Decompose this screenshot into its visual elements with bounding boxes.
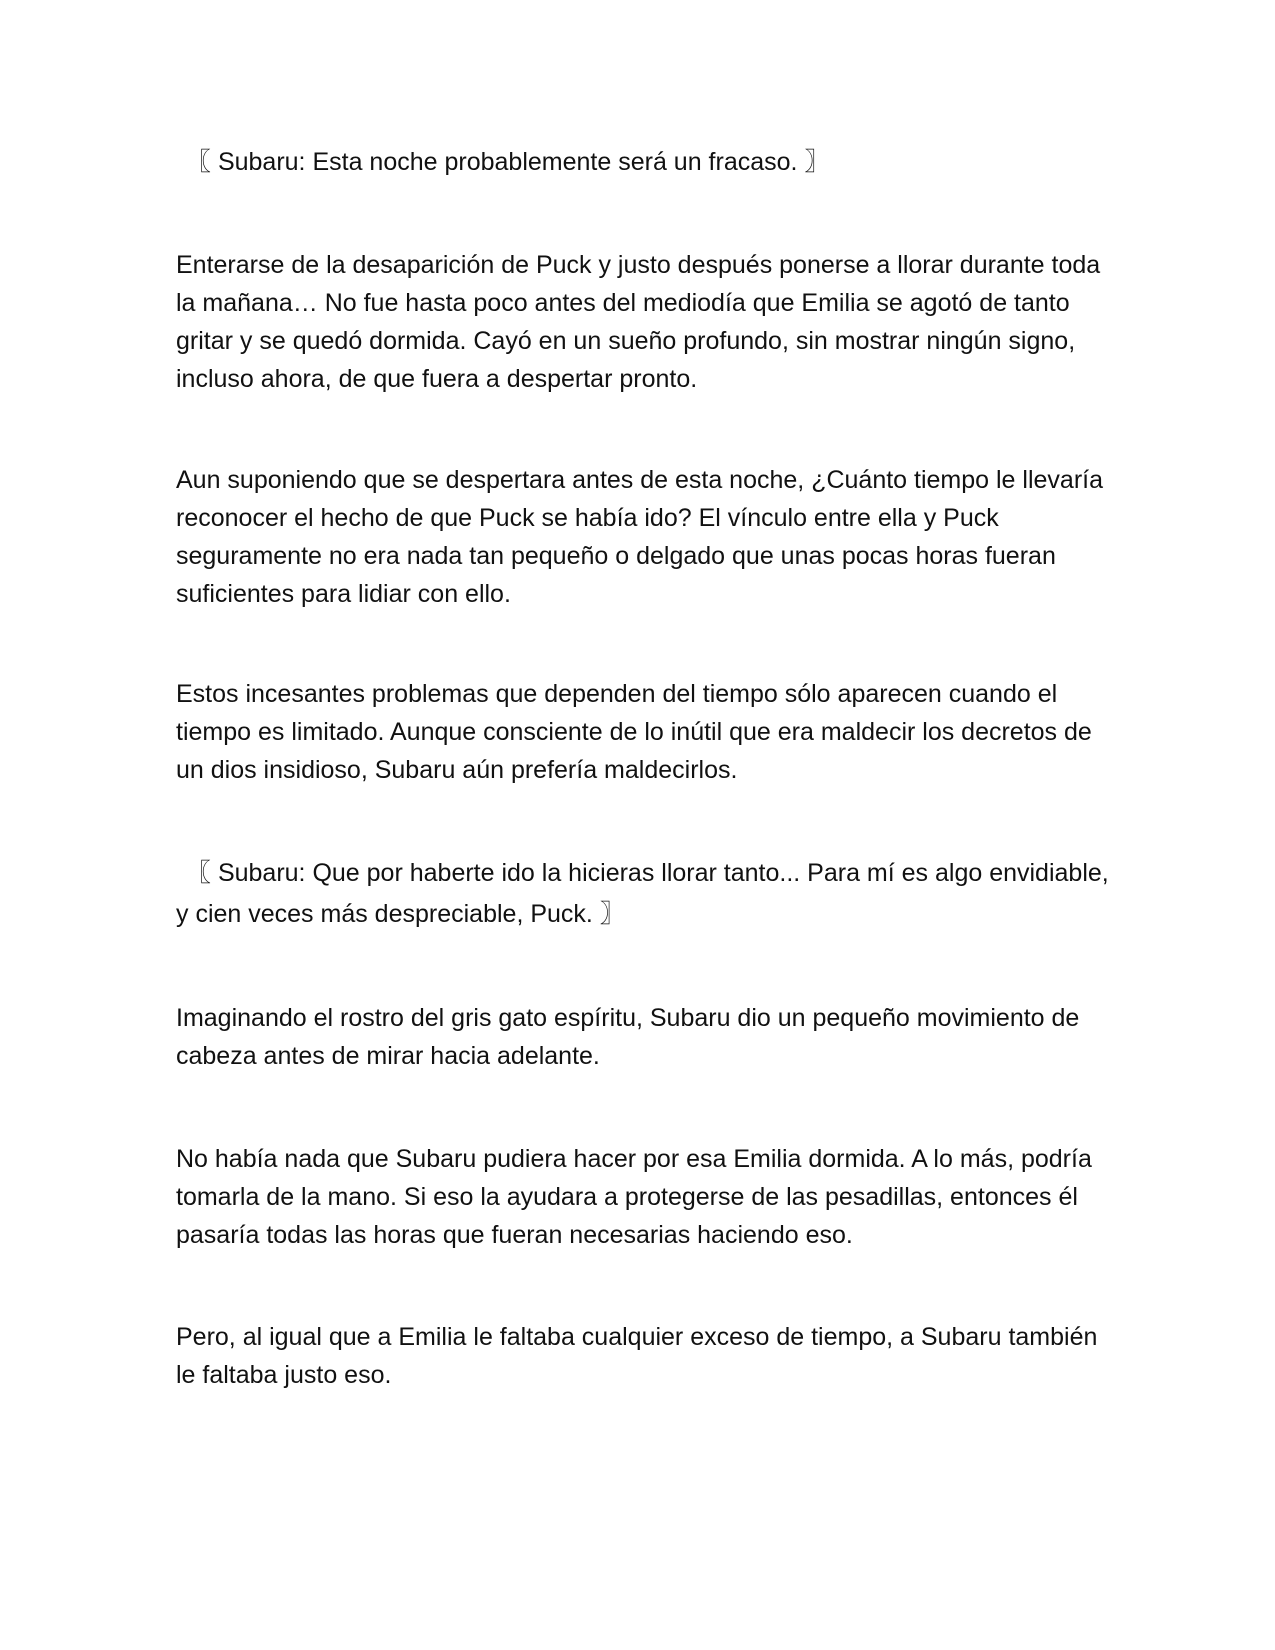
narration-paragraph-6: Pero, al igual que a Emilia le faltaba cualquier exceso de tiempo, a Subaru también le faltaba justo eso. (176, 1323, 1098, 1389)
dialogue-line-2: 〖 Subaru: Que por haberte ido la hicieras llorar tanto... Para mí es algo envidiable, y cien veces más despreciable, Puck. 〗 (176, 859, 1109, 928)
dialogue-line-1: 〖 Subaru: Esta noche probablemente será un fracaso. 〗 (186, 148, 830, 176)
narration-paragraph-5: No había nada que Subaru pudiera hacer por esa Emilia dormida. A lo más, podría tomarla de la mano. Si eso la ayudara a protegerse de las pesadillas, entonces él pasaría todas las horas que fueran necesarias haciendo eso. (176, 1145, 1092, 1249)
narration-paragraph-4: Imaginando el rostro del gris gato espíritu, Subaru dio un pequeño movimiento de cabeza antes de mirar hacia adelante. (176, 1004, 1080, 1070)
narration-paragraph-1: Enterarse de la desaparición de Puck y justo después ponerse a llorar durante toda la mañana… No fue hasta poco antes del mediodía que Emilia se agotó de tanto gritar y se quedó dormida. Cayó en un sueño profundo, sin mostrar ningún signo, incluso ahora, de que fuera a despertar pronto. (176, 251, 1101, 393)
narration-paragraph-3: Estos incesantes problemas que dependen del tiempo sólo aparecen cuando el tiempo es limitado. Aunque consciente de lo inútil que era maldecir los decretos de un dios insidioso, Subaru aún prefería maldecirlos. (176, 680, 1092, 784)
narration-paragraph-2: Aun suponiendo que se despertara antes de esta noche, ¿Cuánto tiempo le llevaría reconocer el hecho de que Puck se había ido? El vínculo entre ella y Puck seguramente no era nada tan pequeño o delgado que unas pocas horas fueran suficientes para lidiar con ello. (176, 466, 1104, 608)
